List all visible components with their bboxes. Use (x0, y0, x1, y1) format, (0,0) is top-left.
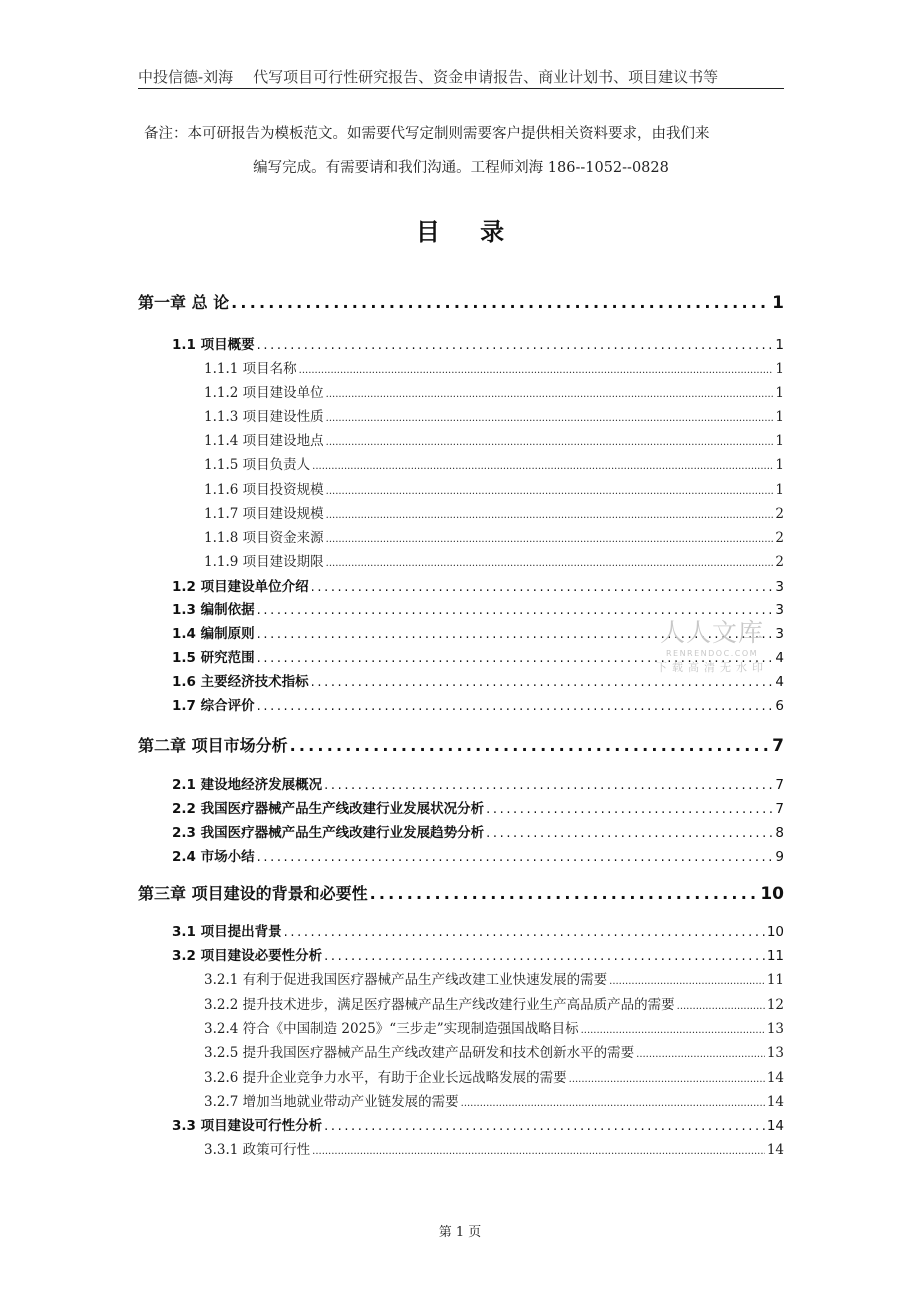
toc-entry-title: 1.1.2 项目建设单位 (204, 385, 324, 401)
toc-dot-leader (486, 826, 773, 841)
toc-section-entry[interactable] (172, 694, 784, 714)
watermark-logo (648, 618, 776, 676)
toc-entry-page: 1 (775, 361, 784, 377)
toc-dot-leader (326, 534, 774, 545)
toc-subsection-entry[interactable] (204, 478, 784, 498)
toc-dot-leader (486, 802, 773, 817)
toc-dot-leader (609, 976, 765, 987)
toc-entry-page: 3 (775, 602, 784, 618)
toc-section-entry[interactable] (172, 821, 784, 841)
toc-entry-page: 1 (775, 337, 784, 353)
toc-entry-page: 13 (766, 1045, 784, 1061)
toc-entry-title: 1.1.8 项目资金来源 (204, 530, 324, 546)
toc-entry-title: 2.3 我国医疗器械产品生产线改建行业发展趋势分析 (172, 825, 485, 841)
toc-section-entry[interactable] (172, 773, 784, 793)
header-left: 中投信德-刘海 (138, 68, 234, 86)
toc-subsection-entry[interactable] (204, 526, 784, 546)
toc-entry-page: 1 (775, 457, 784, 473)
toc-section-entry[interactable] (172, 333, 784, 353)
toc-dot-leader (461, 1098, 765, 1109)
toc-dot-leader (312, 1146, 765, 1157)
toc-entry-page: 12 (766, 997, 784, 1013)
toc-entry-title: 第二章 项目市场分析 (138, 736, 288, 755)
toc-section-entry[interactable] (172, 1114, 784, 1134)
toc-entry-page: 3 (775, 626, 784, 642)
toc-dot-leader (326, 437, 774, 448)
toc-chapter-entry[interactable] (138, 733, 784, 756)
toc-section-entry[interactable] (172, 944, 784, 964)
toc-dot-leader (370, 884, 759, 903)
toc-entry-page: 4 (775, 650, 784, 666)
toc-dot-leader (326, 510, 774, 521)
toc-entry-title: 3.2.1 有利于促进我国医疗器械产品生产线改建工业快速发展的需要 (204, 972, 608, 988)
toc-chapter-entry[interactable] (138, 290, 784, 313)
toc-entry-title: 1.2 项目建设单位介绍 (172, 579, 309, 595)
toc-entry-page: 14 (766, 1118, 784, 1134)
toc-entry-title: 3.3 项目建设可行性分析 (172, 1118, 323, 1134)
toc-entry-title: 3.2.5 提升我国医疗器械产品生产线改建产品研发和技术创新水平的需要 (204, 1045, 635, 1061)
toc-dot-leader (326, 389, 774, 400)
remark-note (138, 117, 784, 185)
header-right: 代写项目可行性研究报告、资金申请报告、商业计划书、项目建议书等 (253, 68, 719, 86)
toc-entry-page: 2 (775, 530, 784, 546)
note-line-1: 备注：本可研报告为模板范文。如需要代写定制则需要客户提供相关资料要求，由我们来 (144, 126, 710, 142)
toc-subsection-entry[interactable] (204, 381, 784, 401)
watermark-slogan: 下载高清无水印 (656, 661, 768, 674)
toc-entry-page: 14 (766, 1142, 784, 1158)
toc-entry-page: 8 (775, 825, 784, 841)
toc-entry-title: 1.1.4 项目建设地点 (204, 433, 324, 449)
toc-dot-leader (257, 603, 774, 618)
toc-entry-page: 1 (775, 385, 784, 401)
toc-entry-title: 3.2.6 提升企业竞争力水平，有助于企业长远战略发展的需要 (204, 1070, 567, 1086)
toc-entry-page: 13 (766, 1021, 784, 1037)
toc-subsection-entry[interactable] (204, 968, 784, 988)
toc-subsection-entry[interactable] (204, 405, 784, 425)
toc-entry-page: 11 (766, 948, 784, 964)
toc-entry-page: 6 (775, 698, 784, 714)
toc-dot-leader (324, 778, 773, 793)
toc-entry-title: 3.2.7 增加当地就业带动产业链发展的需要 (204, 1094, 459, 1110)
toc-entry-page: 1 (775, 409, 784, 425)
toc-section-entry[interactable] (172, 845, 784, 865)
toc-entry-page: 3 (775, 579, 784, 595)
toc-dot-leader (257, 850, 774, 865)
toc-entry-title: 1.5 研究范围 (172, 650, 255, 666)
watermark-name: 人人文库 (659, 618, 764, 647)
toc-entry-title: 1.7 综合评价 (172, 698, 255, 714)
toc-subsection-entry[interactable] (204, 357, 784, 377)
toc-entry-title: 1.1.9 项目建设期限 (204, 554, 324, 570)
toc-dot-leader (324, 949, 765, 964)
toc-subsection-entry[interactable] (204, 453, 784, 473)
toc-section-entry[interactable] (172, 797, 784, 817)
toc-dot-leader (311, 675, 774, 690)
toc-entry-title: 1.3 编制依据 (172, 602, 255, 618)
toc-entry-page: 14 (766, 1070, 784, 1086)
toc-entry-title: 3.3.1 政策可行性 (204, 1142, 311, 1158)
toc-section-entry[interactable] (172, 920, 784, 940)
toc-dot-leader (324, 1119, 765, 1134)
toc-entry-title: 2.2 我国医疗器械产品生产线改建行业发展状况分析 (172, 801, 485, 817)
toc-subsection-entry[interactable] (204, 502, 784, 522)
toc-dot-leader (311, 580, 774, 595)
header-divider (138, 88, 784, 89)
toc-dot-leader (284, 925, 765, 940)
toc-subsection-entry[interactable] (204, 1090, 784, 1110)
toc-entry-title: 2.1 建设地经济发展概况 (172, 777, 323, 793)
toc-dot-leader (290, 736, 771, 755)
toc-entry-title: 1.4 编制原则 (172, 626, 255, 642)
toc-entry-title: 1.1.3 项目建设性质 (204, 409, 324, 425)
toc-entry-title: 3.2.4 符合《中国制造 2025》“三步走”实现制造强国战略目标 (204, 1021, 579, 1037)
note-line-2: 编写完成。有需要请和我们沟通。工程师刘海 186--1052--0828 (253, 160, 669, 176)
toc-dot-leader (326, 413, 774, 424)
toc-subsection-entry[interactable] (204, 993, 784, 1013)
watermark-url: RENRENDOC.COM (665, 649, 759, 658)
toc-entry-page: 1 (772, 293, 784, 313)
toc-entry-page: 10 (760, 884, 784, 904)
toc-entry-page: 2 (775, 506, 784, 522)
toc-dot-leader (257, 699, 774, 714)
toc-dot-leader (326, 558, 774, 569)
toc-entry-title: 1.1.1 项目名称 (204, 361, 297, 377)
toc-subsection-entry[interactable] (204, 1017, 784, 1037)
toc-chapter-entry[interactable] (138, 881, 784, 904)
toc-subsection-entry[interactable] (204, 429, 784, 449)
toc-entry-page: 1 (775, 433, 784, 449)
toc-dot-leader (312, 461, 773, 472)
toc-entry-page: 2 (775, 554, 784, 570)
toc-entry-page: 7 (775, 801, 784, 817)
toc-entry-title: 第三章 项目建设的背景和必要性 (138, 884, 368, 903)
toc-dot-leader (231, 293, 770, 312)
toc-subsection-entry[interactable] (204, 1138, 784, 1158)
toc-entry-page: 11 (766, 972, 784, 988)
toc-dot-leader (257, 338, 774, 353)
toc-subsection-entry[interactable] (204, 1041, 784, 1061)
page-header (138, 66, 784, 87)
toc-subsection-entry[interactable] (204, 1066, 784, 1086)
toc-entry-title: 第一章 总 论 (138, 293, 230, 312)
toc-entry-title: 1.1 项目概要 (172, 337, 255, 353)
toc-subsection-entry[interactable] (204, 550, 784, 570)
toc-entry-title: 1.1.6 项目投资规模 (204, 482, 324, 498)
toc-entry-title: 1.1.7 项目建设规模 (204, 506, 324, 522)
toc-entry-page: 7 (775, 777, 784, 793)
toc-entry-title: 3.2.2 提升技术进步，满足医疗器械产品生产线改建行业生产高品质产品的需要 (204, 997, 675, 1013)
toc-entry-title: 3.2 项目建设必要性分析 (172, 948, 323, 964)
toc-dot-leader (581, 1025, 765, 1036)
toc-section-entry[interactable] (172, 575, 784, 595)
toc-dot-leader (326, 486, 774, 497)
toc-section-entry[interactable] (172, 598, 784, 618)
toc-dot-leader (636, 1049, 765, 1060)
toc-title: 目 录 (415, 218, 521, 246)
toc-entry-page: 7 (772, 736, 784, 756)
toc-entry-title: 1.1.5 项目负责人 (204, 457, 311, 473)
toc-entry-page: 14 (766, 1094, 784, 1110)
toc-entry-title: 2.4 市场小结 (172, 849, 255, 865)
toc-dot-leader (299, 365, 774, 376)
toc-entry-title: 3.1 项目提出背景 (172, 924, 282, 940)
toc-dot-leader (677, 1001, 765, 1012)
toc-entry-page: 4 (775, 674, 784, 690)
toc-entry-page: 9 (775, 849, 784, 865)
toc-entry-page: 10 (766, 924, 784, 940)
page-number: 第 1 页 (438, 1225, 482, 1240)
toc-entry-title: 1.6 主要经济技术指标 (172, 674, 309, 690)
toc-dot-leader (569, 1074, 765, 1085)
toc-entry-page: 1 (775, 482, 784, 498)
